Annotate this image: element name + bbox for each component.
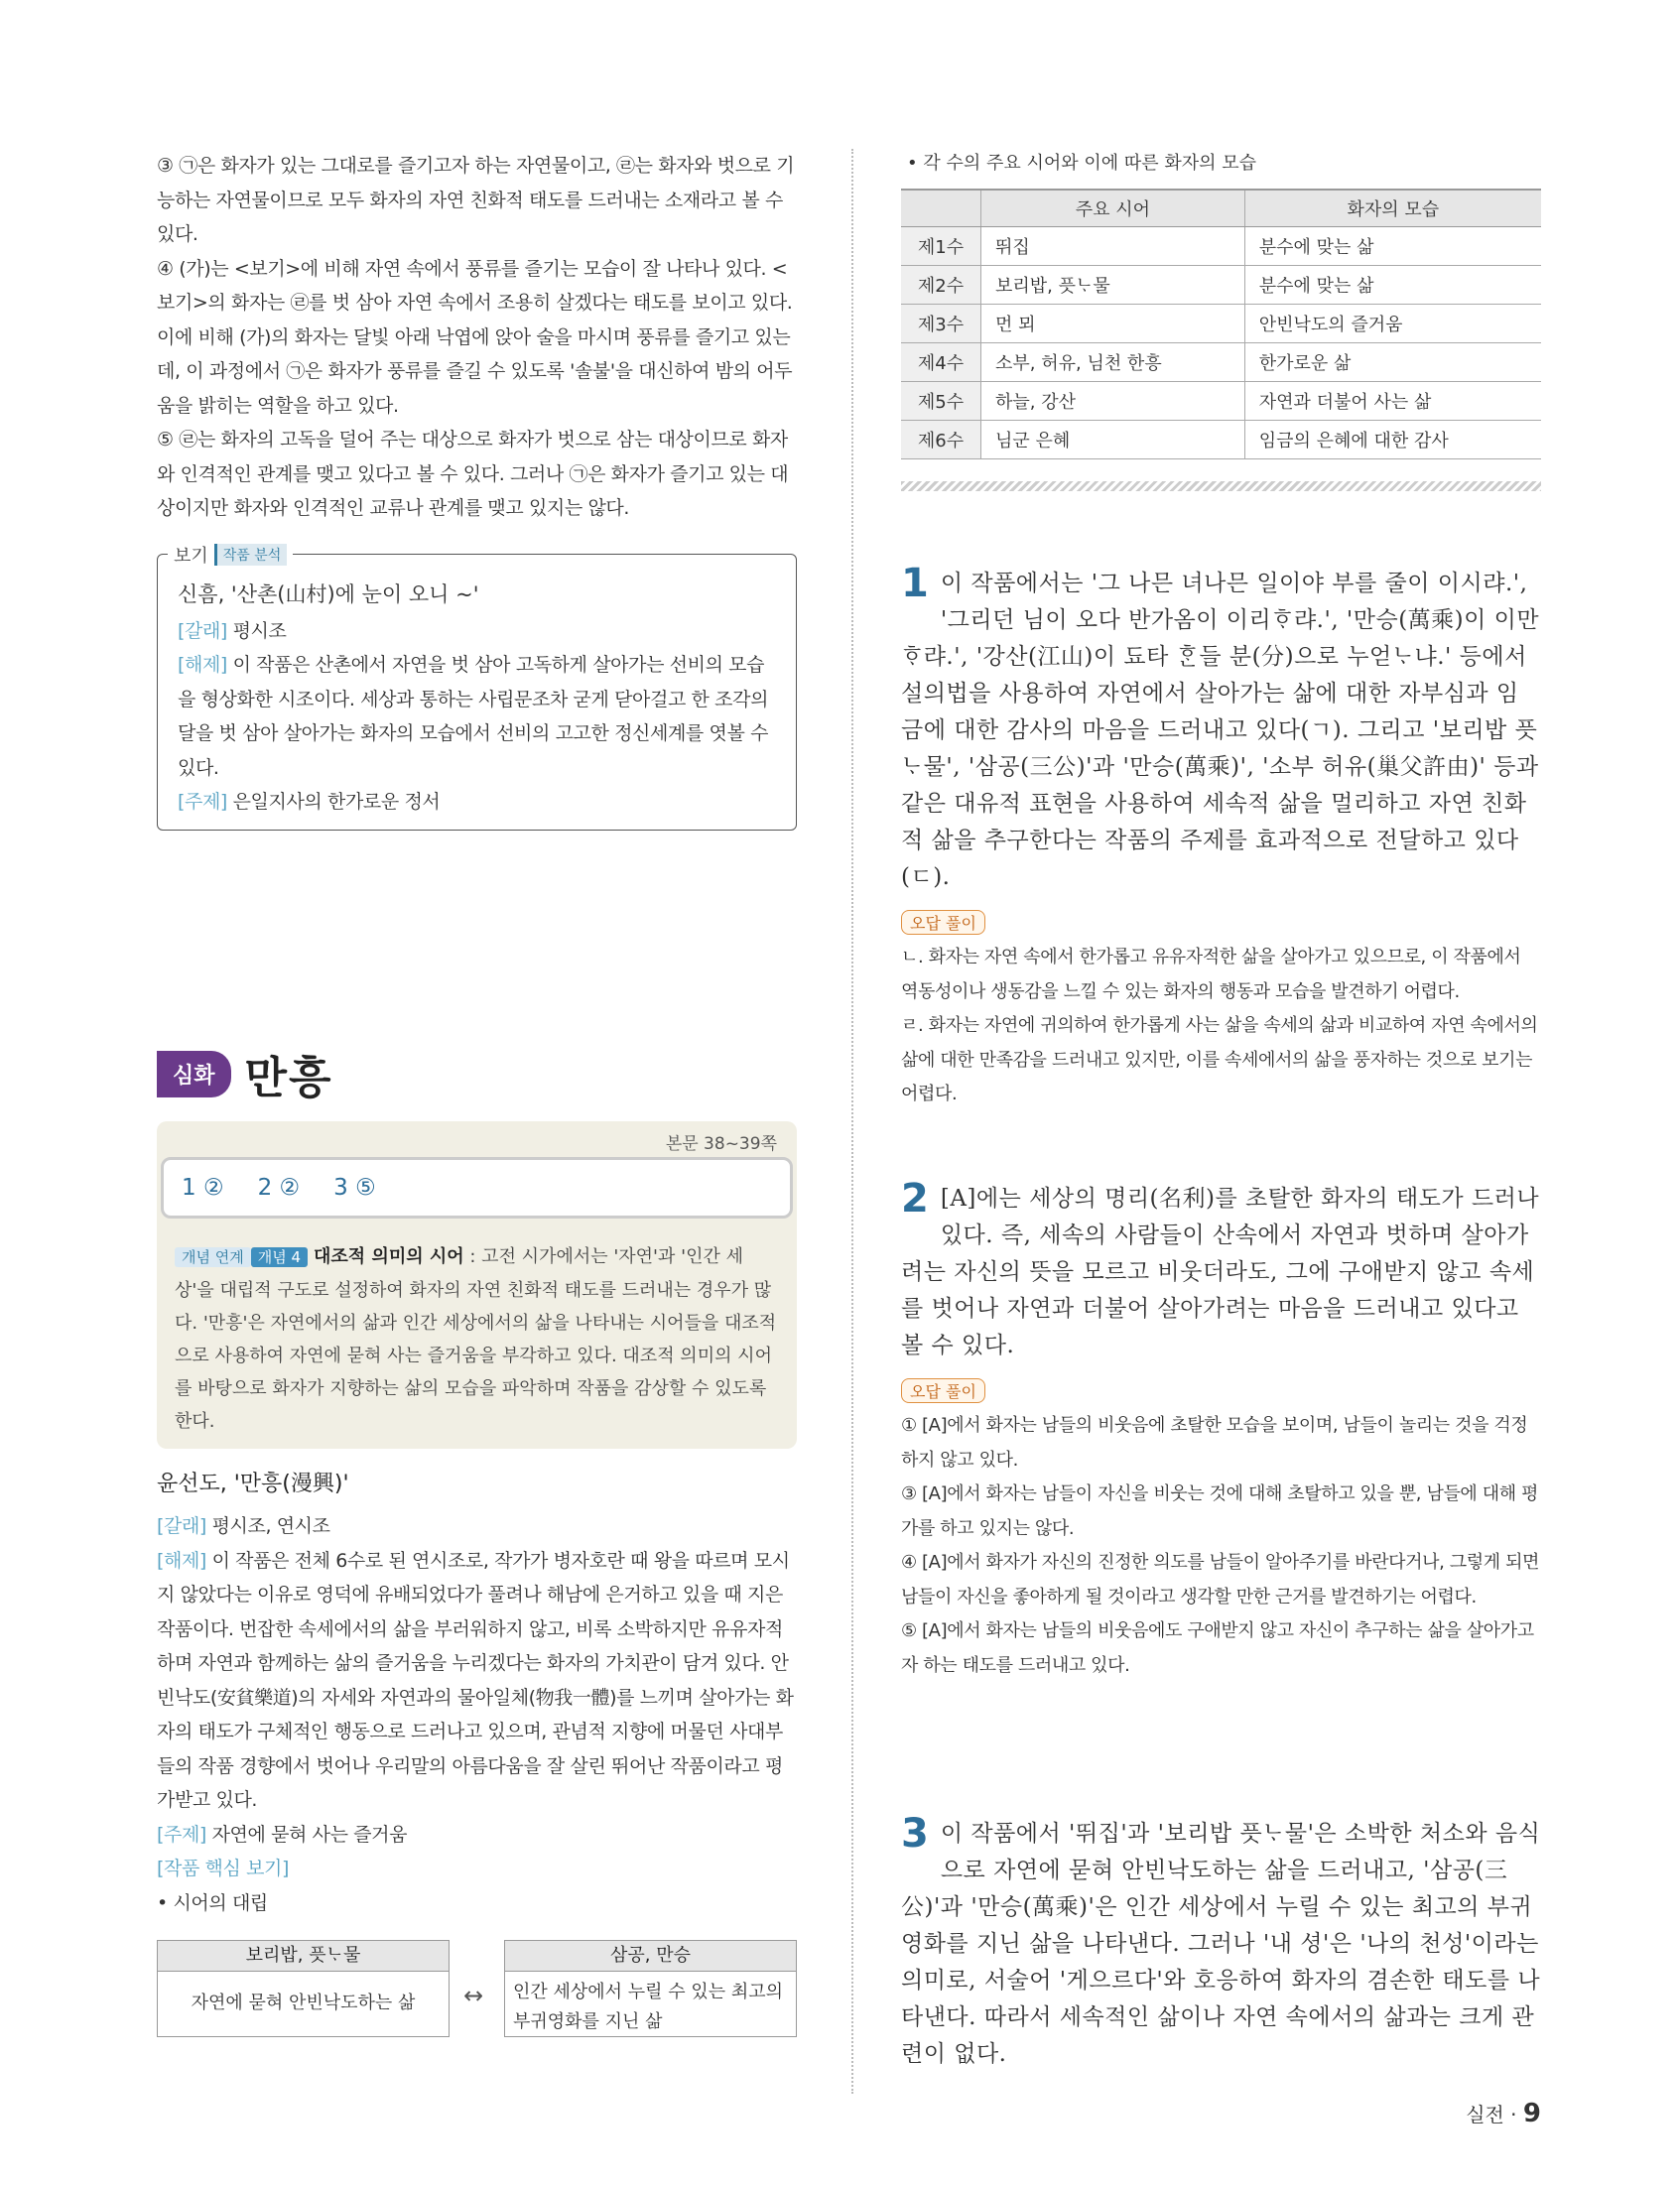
table-row: 제6수 님군 은혜 임금의 은혜에 대한 감사: [901, 421, 1541, 459]
bogi-desc: [해제] 이 작품은 산촌에서 자연을 벗 삼아 고독하게 살아가는 선비의 모습을 형상화한 시조이다. 세상과 통하는 사립문조차 굳게 닫아걸고 한 조각의 달을 벗 삼아 살아가는 화자의 모습에서 선비의 고고한 정신세계를 엿볼 수 있다.: [178, 654, 769, 779]
question-3-explanation: [901, 1811, 1541, 2073]
table-row: 제5수 하늘, 강산 자연과 더불어 사는 삶: [901, 382, 1541, 421]
analysis-badge: 작품 분석: [214, 544, 288, 566]
section-badge: 심화: [157, 1051, 231, 1097]
bogi-header: [168, 542, 293, 568]
explanation-text: [A]에는 세상의 명리(名利)를 초탈한 화자의 태도가 드러나 있다. 즉, 세속의 사람들이 산속에서 자연과 벗하며 살아가려는 자신의 뜻을 모르고 비웃더라도, 그에 구애받지 않고 속세를 벗어나 자연과 더불어 살아가려는 마음을 드러내고 있다고 볼 수 있다.: [901, 1186, 1540, 1358]
right-column-top: [901, 149, 1541, 491]
column-divider: [851, 149, 853, 2094]
world-box: [504, 1940, 797, 2037]
concept-number-pill: 개념 4: [251, 1247, 308, 1267]
header-cell: 주요 시어: [981, 190, 1245, 227]
work-theme: [주제] 자연에 묻혀 사는 즐거움: [157, 1823, 408, 1846]
wrong-note: ㄹ. 화자는 자연에 귀의하여 한가롭게 사는 삶을 속세의 삶과 비교하여 자연 속에서의 삶에 대한 만족감을 드러내고 있지만, 이를 속세에서의 삶을 풍자하는 것으로 보기는 어렵다.: [901, 1015, 1538, 1104]
choice-5-explanation: ⑤ ㉣는 화자의 고독을 덜어 주는 대상으로 화자가 벗으로 삼는 대상이므로 화자와 인격적인 관계를 맺고 있다고 볼 수 있다. 그러나 ㉠은 화자가 즐기고 있는 대상이지만 화자와 인격적인 교류나 관계를 맺고 있지는 않다.: [157, 429, 789, 519]
wrong-note: ① [A]에서 화자는 남들의 비웃음에 초탈한 모습을 보이며, 남들이 놀리는 것을 걱정하지 않고 있다.: [901, 1415, 1528, 1471]
concept-title: 대조적 의미의 시어: [314, 1246, 464, 1267]
poem-table: [901, 189, 1541, 459]
explanation-text: 이 작품에서 '뛰집'과 '보리밥 픗ᄂᆞ물'은 소박한 처소와 음식으로 자연에 묻혀 안빈낙도하는 삶을 드러내고, '삼공(三公)'과 '만승(萬乘)'은 인간 세상에서 누릴 수 있는 최고의 부귀영화를 지닌 삶을 나타낸다. 그러나 '내 셩'은 '나의 천성'이라는 의미로, 서술어 '게으르다'와 호응하여 화자의 겸손한 태도를 나타낸다. 따라서 세속적인 삶이나 자연 속에서의 삶과는 크게 관련이 없다.: [901, 1821, 1541, 2067]
question-number: 3: [901, 1811, 929, 1857]
header-cell: [901, 190, 981, 227]
nature-body: 자연에 묻혀 안빈낙도하는 삶: [191, 1993, 416, 2013]
section-header: [157, 1042, 333, 1105]
theme-tag: [주제]: [178, 791, 227, 813]
table-row: 제4수 소부, 허유, 님천 한흥 한가로운 삶: [901, 343, 1541, 382]
work-core-sub: • 시어의 대립: [157, 1891, 268, 1914]
work-info: [157, 1467, 797, 1920]
wrong-note: ⑤ [A]에서 화자는 남들의 비웃음에도 구애받지 않고 자신이 추구하는 삶을 살아가고자 하는 태도를 드러내고 있다.: [901, 1620, 1534, 1676]
question-1-explanation: [901, 561, 1541, 1112]
work-genre: [갈래] 평시조, 연시조: [157, 1515, 330, 1537]
desc-tag: [해제]: [178, 654, 227, 676]
work-desc: [해제] 이 작품은 전체 6수로 된 연시조로, 작가가 병자호란 때 왕을 따르며 모시지 않았다는 이유로 영덕에 유배되었다가 풀려나 해남에 은거하고 있을 때 지은 작품이다. 번잡한 속세에서의 삶을 부러워하지 않고, 비록 소박하지만 유유자적하며 자연과 함께하는 삶의 즐거움을 누리겠다는 화자의 가치관이 담겨 있다. 안빈낙도(安貧樂道)의 자세와 자연과의 물아일체(物我一體)를 느끼며 살아가는 화자의 태도가 구체적인 행동으로 드러나고 있으며, 관념적 지향에 머물던 사대부들의 작품 경향에서 벗어나 우리말의 아름다움을 잘 살린 뛰어난 작품이라고 평가받고 있다.: [157, 1549, 794, 1811]
wrong-answer-label: 오답 풀이: [901, 1378, 985, 1403]
question-2-explanation: [901, 1176, 1541, 1683]
table-header-row: [901, 190, 1541, 227]
footer-label: 실전: [1466, 2103, 1504, 2126]
bogi-box: [157, 545, 797, 831]
wrong-answer-label: 오답 풀이: [901, 910, 985, 935]
header-cell: 화자의 모습: [1244, 190, 1541, 227]
answer-3: 3 ⑤: [333, 1175, 376, 1201]
table-title: • 각 수의 주요 시어와 이에 따른 화자의 모습: [907, 153, 1256, 174]
page-footer: 실전 · 9: [1466, 2099, 1541, 2128]
page-reference: 본문 38~39쪽: [665, 1134, 777, 1154]
left-column: [157, 149, 797, 831]
concept-link-pill: 개념 연계: [175, 1247, 251, 1267]
work-title: 윤선도, '만흥(漫興)': [157, 1472, 349, 1496]
table-row: 제2수 보리밥, 픗ᄂᆞ물 분수에 맞는 삶: [901, 266, 1541, 305]
contrast-diagram: [157, 1940, 797, 2039]
choice-3-explanation: ③ ㉠은 화자가 있는 그대로를 즐기고자 하는 자연물이고, ㉣는 화자와 벗으로 기능하는 자연물이므로 모두 화자의 자연 친화적 태도를 드러내는 소재라고 볼 수 있다.: [157, 155, 795, 245]
table-row: 제3수 먼 뫼 안빈낙도의 즐거움: [901, 305, 1541, 343]
concept-text: : 고전 시가에서는 '자연'과 '인간 세상'을 대립적 구도로 설정하여 화자의 자연 친화적 태도를 드러내는 경우가 많다. '만흥'은 자연에서의 삶과 인간 세상에서의 삶을 나타내는 시어들을 대조적으로 사용하여 자연에 묻혀 사는 즐거움을 부각하고 있다. 대조적 의미의 시어를 바탕으로 화자가 지향하는 삶의 모습을 파악하며 작품을 감상할 수 있도록 한다.: [175, 1246, 777, 1432]
bogi-genre: [갈래] 평시조: [178, 619, 287, 642]
bogi-theme: [주제] 은일지사의 한가로운 정서: [178, 791, 441, 813]
nature-heading: 보리밥, 픗ᄂᆞ물: [158, 1941, 449, 1972]
world-heading: 삼공, 만승: [505, 1941, 796, 1972]
work-core-tag: [작품 핵심 보기]: [157, 1858, 290, 1879]
world-body: 인간 세상에서 누릴 수 있는 최고의 부귀영화를 지닌 삶: [513, 1982, 784, 2032]
answer-2: 2 ②: [257, 1175, 301, 1201]
choice-4-explanation: ④ (가)는 <보기>에 비해 자연 속에서 풍류를 즐기는 모습이 잘 나타나 있다. <보기>의 화자는 ㉣를 벗 삼아 자연 속에서 조용히 살겠다는 태도를 보이고 있다. 이에 비해 (가)의 화자는 달빛 아래 낙엽에 앉아 술을 마시며 풍류를 즐기고 있는데, 이 과정에서 ㉠은 화자가 풍류를 즐길 수 있도록 '솔불'을 대신하여 밤의 어두움을 밝히는 역할을 하고 있다.: [157, 257, 793, 417]
bogi-label: 보기: [174, 545, 208, 567]
table-row: 제1수 뛰집 분수에 맞는 삶: [901, 227, 1541, 266]
answer-key: [161, 1157, 793, 1219]
page-number: 9: [1522, 2099, 1541, 2128]
bogi-title: 신흠, '산촌(山村)에 눈이 오니 ~': [178, 581, 479, 606]
contrast-arrow-icon: ↔: [463, 1982, 484, 2009]
wrong-note: ③ [A]에서 화자는 남들이 자신을 비웃는 것에 대해 초탈하고 있을 뿐, 남들에 대해 평가를 하고 있지는 않다.: [901, 1483, 1539, 1539]
zigzag-divider: [901, 481, 1541, 491]
nature-box: [157, 1940, 450, 2037]
question-number: 1: [901, 561, 929, 606]
wrong-note: ④ [A]에서 화자가 자신의 진정한 의도를 남들이 알아주기를 바란다거나, 그렇게 되면 남들이 자신을 좋아하게 될 것이라고 생각할 만한 근거를 발견하기는 어렵다.: [901, 1552, 1540, 1608]
wrong-note: ㄴ. 화자는 자연 속에서 한가롭고 유유자적한 삶을 살아가고 있으므로, 이 작품에서 역동성이나 생동감을 느낄 수 있는 화자의 행동과 모습을 발견하기 어렵다.: [901, 947, 1521, 1002]
concept-note: [175, 1240, 780, 1438]
answer-panel: [157, 1121, 797, 1449]
answer-1: 1 ②: [182, 1175, 224, 1201]
question-number: 2: [901, 1176, 929, 1222]
genre-tag: [갈래]: [178, 619, 227, 642]
explanation-text: 이 작품에서는 '그 나믄 녀나믄 일이야 부를 줄이 이시랴.', '그리던 님이 오다 반가옴이 이리ᄒᆞ랴.', '만승(萬乘)이 이만ᄒᆞ랴.', '강산(江山)이 됴타 ᄒᆞᆫ들 분(分)으로 누얻ᄂᆞ냐.' 등에서 설의법을 사용하여 자연에서 살아가는 삶에 대한 자부심과 임금에 대한 감사의 마음을 드러내고 있다(ㄱ). 그리고 '보리밥 픗ᄂᆞ물', '삼공(三公)'과 '만승(萬乘)', '소부 허유(巢父許由)' 등과 같은 대유적 표현을 사용하여 세속적 삶을 멀리하고 자연 친화적 삶을 추구한다는 작품의 주제를 효과적으로 전달하고 있다(ㄷ).: [901, 571, 1540, 890]
section-title: 만흥: [244, 1053, 333, 1103]
